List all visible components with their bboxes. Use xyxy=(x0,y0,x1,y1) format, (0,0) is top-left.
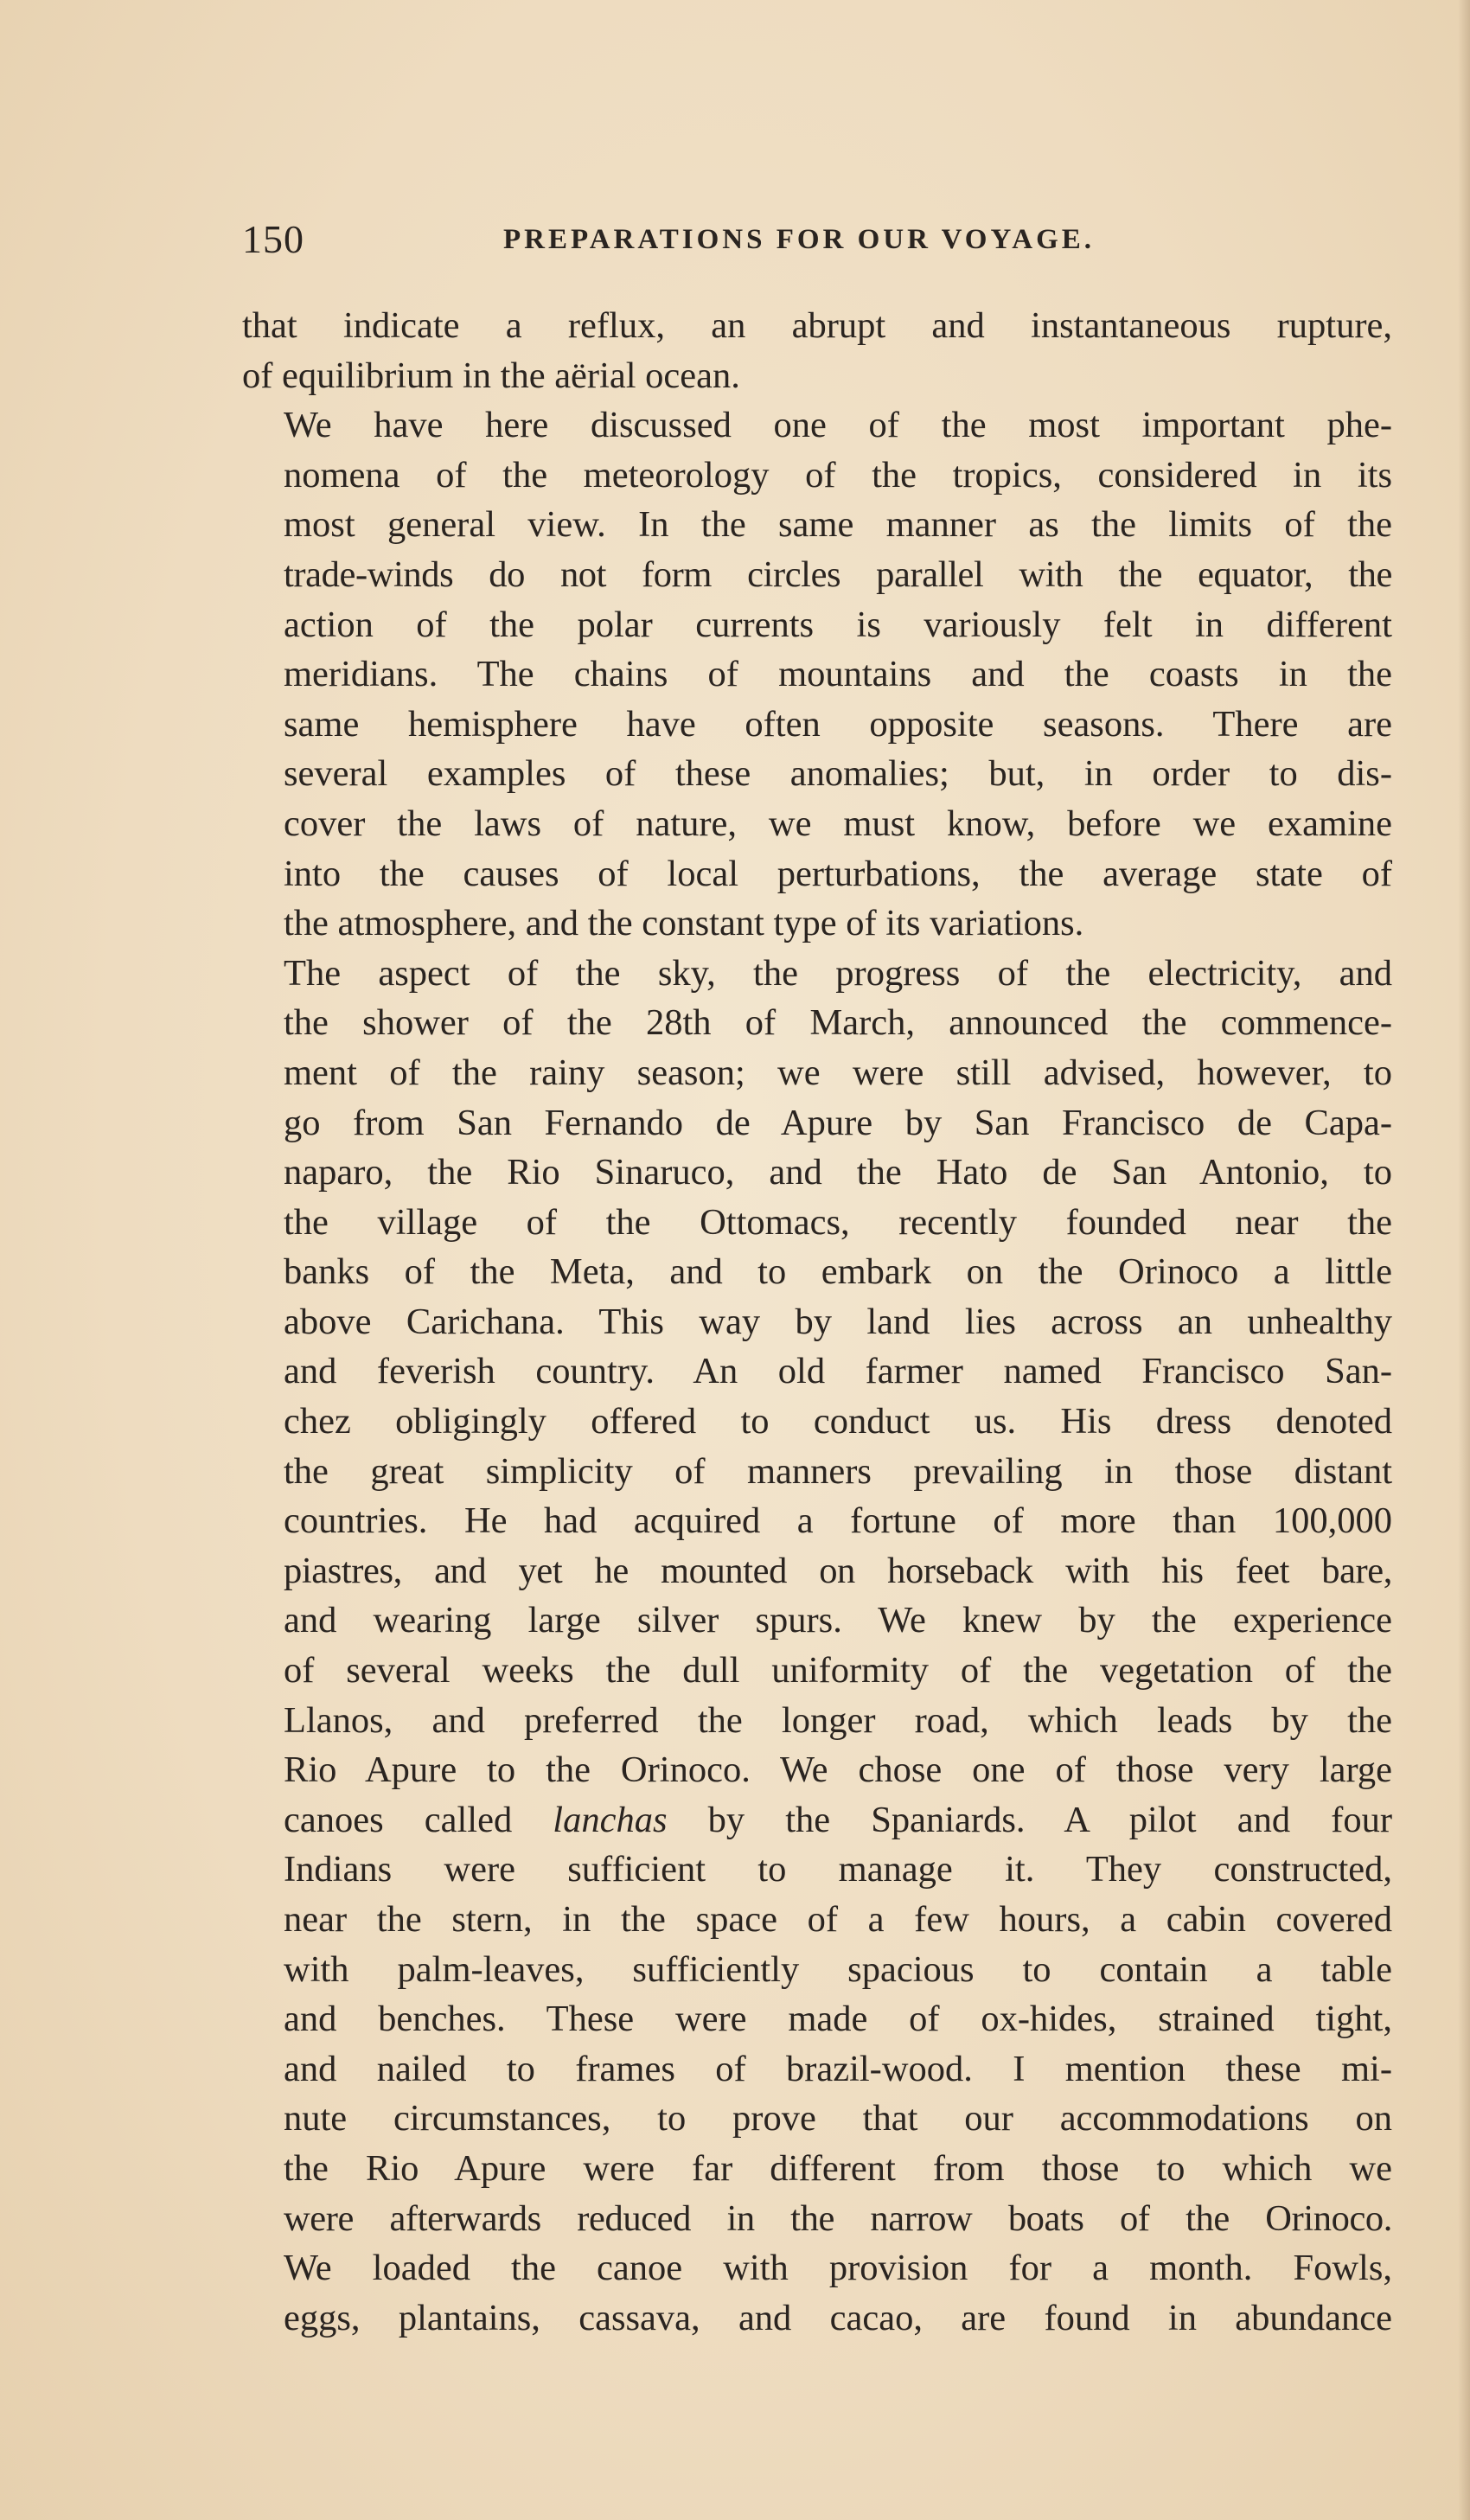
text-line: of equilibrium in the aërial ocean. xyxy=(242,355,740,396)
text-line: Indians were sufficient to manage it. They constructed, xyxy=(284,1849,1392,1890)
text-line: go from San Fernando de Apure by San Francisco de Capa- xyxy=(284,1102,1392,1143)
paragraph-2 xyxy=(242,400,1392,949)
text-line: cover the laws of nature, we must know, before we examine xyxy=(284,803,1392,844)
text-run: canoes called xyxy=(284,1799,553,1840)
text-line: nute circumstances, to prove that our accommodations on xyxy=(284,2098,1392,2139)
text-line: and benches. These were made of ox-hides, strained tight, xyxy=(284,1999,1392,2040)
text-line: most general view. In the same manner as the limits of the xyxy=(284,504,1392,546)
text-line: above Carichana. This way by land lies across an unhealthy xyxy=(284,1301,1392,1342)
text-line: and feverish country. An old farmer named Francisco San- xyxy=(284,1351,1392,1392)
text-line: The aspect of the sky, the progress of the electricity, and xyxy=(284,952,1392,994)
page-number: 150 xyxy=(242,217,304,261)
text-line: Rio Apure to the Orinoco. We chose one of those very large xyxy=(284,1749,1392,1791)
text-run: by the Spaniards. A pilot and four xyxy=(667,1799,1392,1840)
text-line: the Rio Apure were far different from those to which we xyxy=(284,2147,1392,2189)
paragraph-1 xyxy=(242,301,1392,400)
text-line: banks of the Meta, and to embark on the Orinoco a little xyxy=(284,1251,1392,1293)
page-edge-shadow xyxy=(1458,0,1470,2520)
text-line: the village of the Ottomacs, recently founded near the xyxy=(284,1201,1392,1243)
paragraph-3 xyxy=(242,949,1392,2344)
text-line: near the stern, in the space of a few hours, a cabin covered xyxy=(284,1899,1392,1940)
text-line: of several weeks the dull uniformity of the vegetation of the xyxy=(284,1650,1392,1692)
text-line: were afterwards reduced in the narrow boats of the Orinoco. xyxy=(284,2197,1392,2239)
body-text xyxy=(242,301,1392,2343)
text-line: Llanos, and preferred the longer road, which leads by the xyxy=(284,1699,1392,1741)
text-line: meridians. The chains of mountains and the coasts in the xyxy=(284,654,1392,695)
text-line-with-italic xyxy=(242,1795,1392,1845)
text-line: that indicate a reflux, an abrupt and instantaneous rupture, xyxy=(242,305,1392,346)
running-head xyxy=(242,209,1392,270)
text-line: and wearing large silver spurs. We knew by the experience xyxy=(284,1600,1392,1641)
text-line: eggs, plantains, cassava, and cacao, are found in abundance xyxy=(284,2297,1392,2338)
text-line: piastres, and yet he mounted on horseback with his feet bare, xyxy=(284,1550,1392,1591)
text-line: action of the polar currents is variously felt in different xyxy=(284,604,1392,645)
text-line: several examples of these anomalies; but, in order to dis- xyxy=(284,753,1392,795)
text-line: nomena of the meteorology of the tropics, considered in its xyxy=(284,454,1392,496)
text-line: We have here discussed one of the most important phe- xyxy=(284,405,1392,446)
text-line: countries. He had acquired a fortune of more than 100,000 xyxy=(284,1500,1392,1542)
text-line: with palm-leaves, sufficiently spacious to contain a table xyxy=(284,1948,1392,1990)
text-line: naparo, the Rio Sinaruco, and the Hato de San Antonio, to xyxy=(284,1152,1392,1193)
text-line: and nailed to frames of brazil-wood. I mention these mi- xyxy=(284,2048,1392,2089)
text-line: We loaded the canoe with provision for a month. Fowls, xyxy=(284,2248,1392,2289)
running-title: PREPARATIONS FOR OUR VOYAGE. xyxy=(503,224,1096,255)
text-line: trade-winds do not form circles parallel with the equator, the xyxy=(284,553,1392,595)
text-line: ment of the rainy season; we were still advised, however, to xyxy=(284,1052,1392,1093)
text-line: into the causes of local perturbations, the average state of xyxy=(284,853,1392,894)
text-line: the great simplicity of manners prevailing in those distant xyxy=(284,1450,1392,1492)
text-line: the shower of the 28th of March, announced the commence- xyxy=(284,1002,1392,1044)
text-line: the atmosphere, and the constant type of its variations. xyxy=(284,903,1084,944)
text-line: chez obligingly offered to conduct us. His dress denoted xyxy=(284,1401,1392,1442)
italic-term: lanchas xyxy=(553,1799,668,1840)
text-line: same hemisphere have often opposite seasons. There are xyxy=(284,703,1392,745)
